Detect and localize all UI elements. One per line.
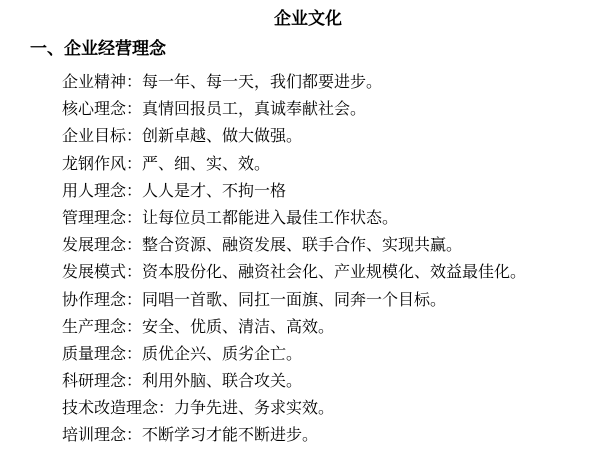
culture-item-style: 龙钢作风：严、细、实、效。 <box>62 153 271 173</box>
culture-item-development-model: 发展模式：资本股份化、融资社会化、产业规模化、效益最佳化。 <box>62 262 527 282</box>
culture-item-management-concept: 管理理念：让每位员工都能进入最佳工作状态。 <box>62 207 399 227</box>
culture-item-list <box>62 68 526 449</box>
culture-item-goal: 企业目标：创新卓越、做大做强。 <box>62 126 303 146</box>
culture-item-research-concept: 科研理念：利用外脑、联合攻关。 <box>62 371 303 391</box>
culture-item-core-concept: 核心理念：真情回报员工，真诚奉献社会。 <box>62 99 367 119</box>
culture-item-production-concept: 生产理念：安全、优质、清洁、高效。 <box>62 316 335 336</box>
culture-item-tech-upgrade-concept: 技术改造理念：力争先进、务求实效。 <box>62 398 335 418</box>
culture-item-quality-concept: 质量理念：质优企兴、质劣企亡。 <box>62 343 303 363</box>
page-title: 企业文化 <box>274 9 342 29</box>
culture-item-development-concept: 发展理念：整合资源、融资发展、联手合作、实现共赢。 <box>62 235 463 255</box>
culture-item-training-concept: 培训理念：不断学习才能不断进步。 <box>62 425 319 445</box>
culture-item-talent-concept: 用人理念：人人是才、不拘一格 <box>62 180 287 200</box>
culture-item-spirit: 企业精神：每一年、每一天，我们都要进步。 <box>62 72 383 91</box>
culture-item-collaboration-concept: 协作理念：同唱一首歌、同扛一面旗、同奔一个目标。 <box>62 289 447 309</box>
section-heading: 一、企业经营理念 <box>30 39 166 59</box>
